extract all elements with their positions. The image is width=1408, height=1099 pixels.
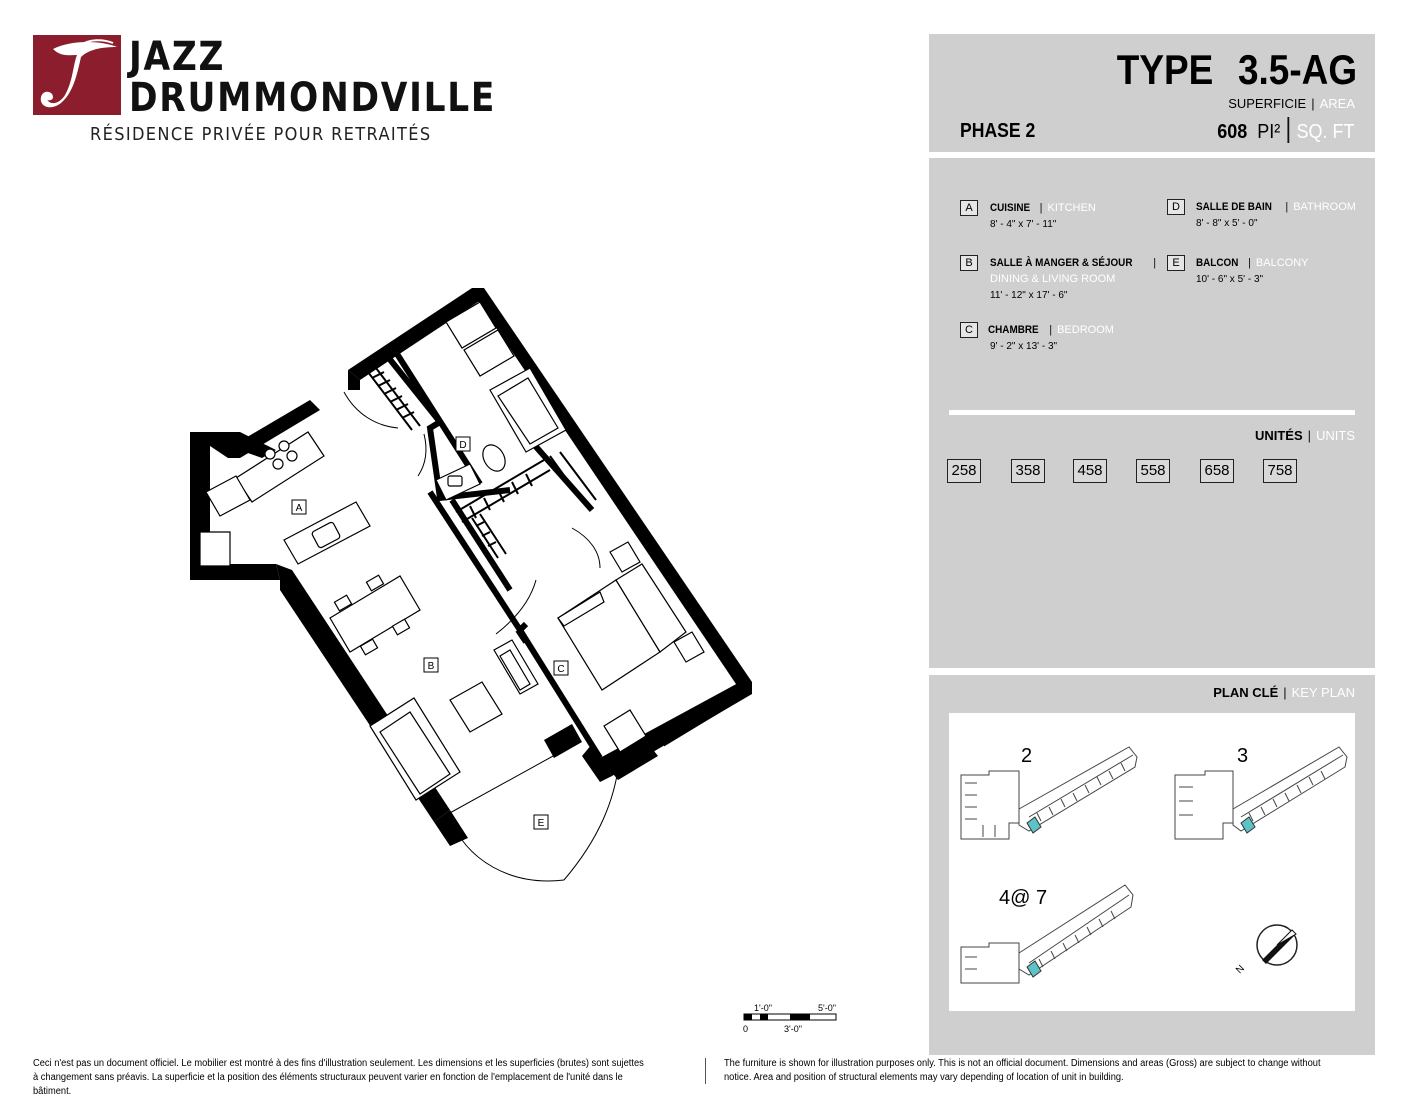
label-separator: | — [1283, 685, 1287, 700]
type-code: 3.5-AG — [1237, 46, 1357, 93]
room-dimensions: 10' - 6" x 5' - 3" — [1196, 274, 1264, 285]
scale-label: 0 — [743, 1024, 749, 1034]
room-name-fr: CUISINE — [990, 202, 1031, 214]
room-name-en: KITCHEN — [1047, 202, 1096, 214]
building-outline — [961, 885, 1133, 983]
unit-separator — [1288, 117, 1290, 143]
label-separator: | — [1307, 428, 1311, 443]
room-tag: D — [459, 440, 467, 451]
key-plan-drawing — [949, 713, 1355, 1011]
room-name-fr: CHAMBRE — [988, 324, 1039, 336]
unit-number-box: 758 — [1263, 459, 1297, 483]
room-tag: B — [427, 661, 435, 672]
unit-number-box: 658 — [1200, 459, 1234, 483]
room-dimensions: 11' - 12" x 17' - 6" — [990, 290, 1068, 301]
units-label-en: UNITS — [1316, 428, 1355, 443]
brand-name-line1: JAZZ — [129, 34, 226, 80]
phase-label: PHASE 2 — [960, 120, 1036, 142]
interior-walls — [384, 346, 600, 758]
brand-name-line2: DRUMMONDVILLE — [129, 75, 497, 121]
area-unit-fr: PI² — [1257, 121, 1281, 143]
room-letter: C — [960, 322, 978, 338]
closet-shelving — [368, 368, 596, 558]
room-name-en: BEDROOM — [1057, 324, 1114, 336]
exterior-walls — [190, 288, 752, 846]
room-tag: A — [295, 503, 303, 514]
room-letter: A — [960, 200, 978, 216]
living-room-furniture — [370, 640, 538, 800]
unit-type-title — [1117, 46, 1357, 94]
scale-label: 5'-0" — [818, 1003, 836, 1013]
label-separator: | — [1311, 96, 1315, 111]
room-tag: E — [537, 818, 545, 829]
key-plan-label-en: KEY PLAN — [1291, 685, 1355, 700]
unit-number-box: 458 — [1073, 459, 1107, 483]
floor-label: 3 — [1237, 745, 1249, 767]
units-label — [1255, 428, 1355, 443]
room-name-en: BALCONY — [1255, 257, 1309, 269]
label-separator: | — [1248, 257, 1251, 269]
room-letter: E — [1167, 255, 1185, 271]
units-label-fr: UNITÉS — [1254, 428, 1303, 443]
room-name-fr: SALLE DE BAIN — [1196, 201, 1272, 213]
units-list — [947, 459, 1357, 483]
room-name-en: DINING & LIVING ROOM — [990, 273, 1116, 285]
building-outline — [1175, 747, 1347, 839]
scale-label: 1'-0" — [754, 1003, 772, 1013]
key-plan-label-fr: PLAN CLÉ — [1213, 685, 1279, 700]
key-plan-label — [1213, 685, 1355, 700]
area-value — [1218, 117, 1355, 144]
dining-set — [330, 575, 420, 655]
room-tag: C — [557, 664, 565, 675]
footer-separator — [705, 1058, 706, 1084]
floor-plan-drawing — [180, 280, 760, 890]
room-name-fr: BALCON — [1196, 257, 1239, 269]
type-header-panel — [929, 34, 1375, 152]
area-unit-en: SQ. FT — [1296, 121, 1355, 143]
room-dimensions: 8' - 4" x 7' - 11" — [990, 219, 1057, 230]
brand-mark-icon — [33, 35, 121, 115]
building-outline — [961, 747, 1137, 839]
room-letter: B — [960, 255, 978, 271]
scale-bar — [740, 1000, 850, 1040]
area-label — [1228, 96, 1355, 111]
highlighted-unit — [1241, 817, 1255, 833]
floor-label: 2 — [1021, 745, 1033, 767]
disclaimer-english: The furniture is shown for illustration purposes only. This is not an official document. Dimensions and areas (Gross) are subject to change without notice. Area and position of structural elements may vary depending of location of unit in building. — [724, 1058, 1321, 1083]
area-number: 608 — [1217, 121, 1248, 143]
disclaimer-french: Ceci n'est pas un document officiel. Le mobilier est montré à des fins d'illustration seulement. Les dimensions et les superficies (brutes) sont sujettes à changement sans préavis. La superficie et la position des éléments structuraux peuvent varier en fonction de l'emplacement de l'unité dans le bâtiment. — [33, 1058, 644, 1097]
type-prefix: TYPE — [1116, 46, 1214, 93]
floor-label: 4@ 7 — [999, 887, 1048, 909]
label-separator: | — [1039, 202, 1043, 214]
unit-number-box: 358 — [1011, 459, 1045, 483]
room-letter: D — [1167, 199, 1185, 215]
rooms-panel — [929, 158, 1375, 668]
room-dimensions: 9' - 2" x 13' - 3" — [990, 341, 1058, 352]
label-separator: | — [1049, 324, 1053, 336]
key-plan-buildings — [949, 713, 1355, 1011]
area-label-en: AREA — [1319, 96, 1355, 111]
brand-tagline: RÉSIDENCE PRIVÉE POUR RETRAITÉS — [90, 124, 432, 145]
room-name-fr: SALLE À MANGER & SÉJOUR — [990, 257, 1133, 269]
unit-number-box: 558 — [1136, 459, 1170, 483]
key-plan-panel — [929, 675, 1375, 1055]
label-separator: | — [1153, 257, 1157, 269]
unit-number-box: 258 — [947, 459, 981, 483]
compass-north-label: N — [1234, 963, 1247, 977]
room-dimensions: 8' - 8" x 5' - 0" — [1196, 218, 1258, 229]
room-name-en: BATHROOM — [1293, 201, 1356, 213]
area-label-fr: SUPERFICIE — [1228, 96, 1307, 111]
scale-label: 3'-0" — [784, 1024, 802, 1034]
section-divider — [949, 410, 1355, 415]
label-separator: | — [1285, 201, 1289, 213]
brand-logo — [33, 34, 497, 147]
compass-icon — [1234, 925, 1297, 976]
